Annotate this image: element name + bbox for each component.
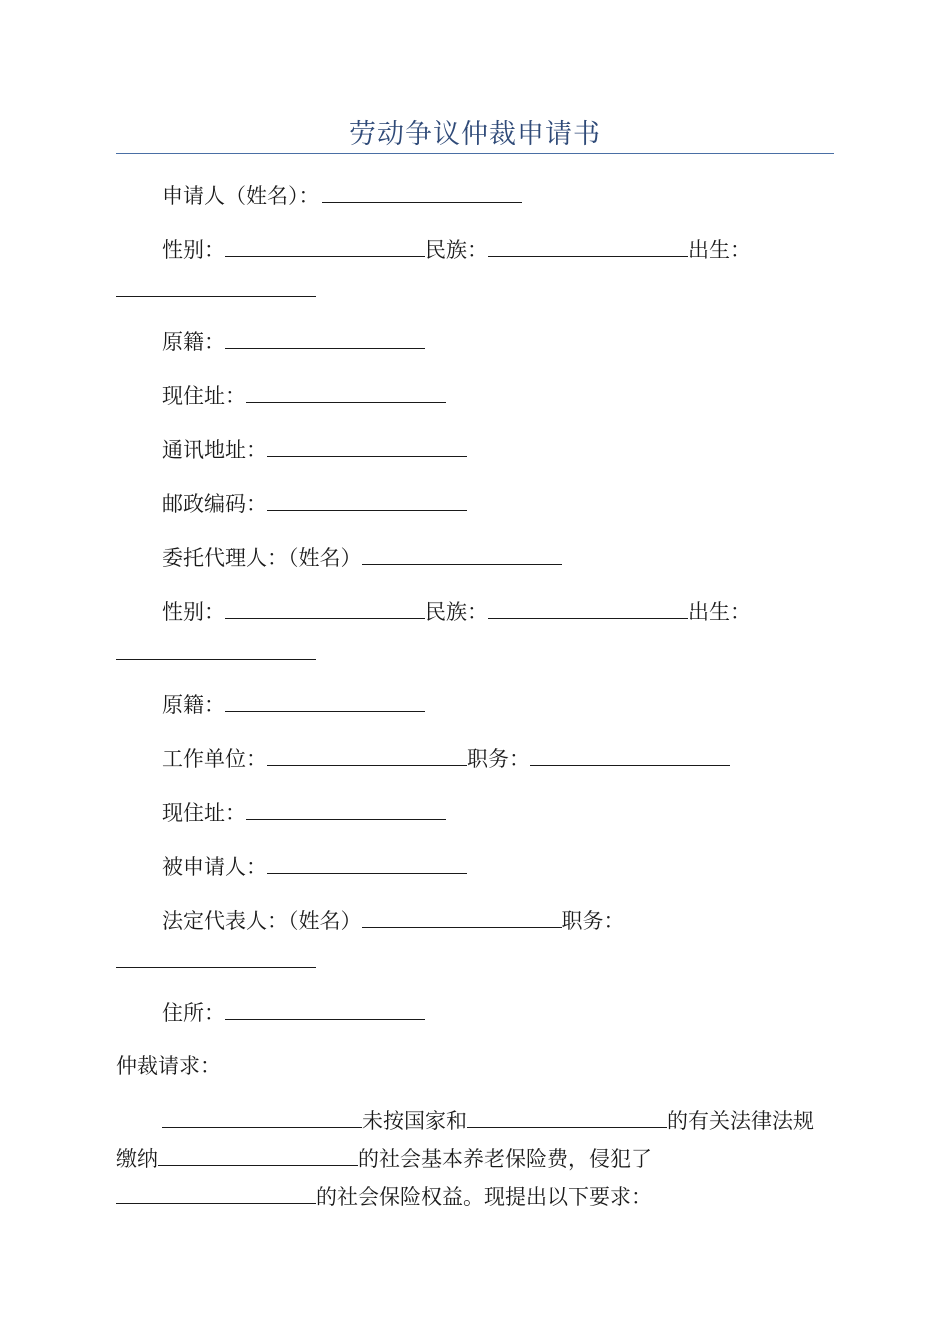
applicant-ethnicity-field[interactable] bbox=[488, 234, 688, 257]
applicant-postcode-field[interactable] bbox=[267, 488, 467, 511]
applicant-origin-row bbox=[162, 326, 425, 357]
applicant-birth-label: 出生： bbox=[688, 238, 751, 262]
agent-address-field[interactable] bbox=[246, 797, 446, 820]
agent-ethnicity-field[interactable] bbox=[488, 596, 688, 619]
respondent-position-field[interactable] bbox=[116, 967, 316, 968]
applicant-origin-label: 原籍： bbox=[162, 330, 225, 354]
agent-gender-field[interactable] bbox=[225, 596, 425, 619]
agent-name-label: 委托代理人：（姓名） bbox=[162, 546, 362, 570]
claims-text-1b: 的有关法律法规 bbox=[667, 1109, 814, 1133]
claims-heading: 仲裁请求： bbox=[116, 1054, 221, 1078]
agent-birth-label: 出生： bbox=[688, 600, 751, 624]
claims-paragraph-line-1 bbox=[162, 1105, 814, 1136]
document-title: 劳动争议仲裁申请书 bbox=[349, 119, 601, 150]
agent-name-field[interactable] bbox=[362, 542, 562, 565]
claims-person-field[interactable] bbox=[158, 1143, 358, 1166]
applicant-address-field[interactable] bbox=[246, 380, 446, 403]
agent-employer-label: 工作单位： bbox=[162, 747, 267, 771]
claims-employer-field[interactable] bbox=[162, 1105, 362, 1128]
applicant-ethnicity-label: 民族： bbox=[425, 238, 488, 262]
applicant-mailing-row bbox=[162, 434, 467, 465]
agent-gender-label: 性别： bbox=[162, 600, 225, 624]
respondent-residence-field[interactable] bbox=[225, 997, 425, 1020]
agent-name-row bbox=[162, 542, 562, 573]
respondent-legal-rep-label: 法定代表人：（姓名） bbox=[162, 909, 362, 933]
claims-text-2b: 的社会基本养老保险费，侵犯了 bbox=[358, 1147, 652, 1171]
agent-gender-row bbox=[162, 596, 751, 627]
claims-region-field[interactable] bbox=[467, 1105, 667, 1128]
respondent-legal-rep-field[interactable] bbox=[362, 905, 562, 928]
agent-origin-row bbox=[162, 689, 425, 720]
agent-address-label: 现住址： bbox=[162, 801, 246, 825]
applicant-address-label: 现住址： bbox=[162, 384, 246, 408]
agent-ethnicity-label: 民族： bbox=[425, 600, 488, 624]
agent-position-label: 职务： bbox=[467, 747, 530, 771]
applicant-gender-label: 性别： bbox=[162, 238, 225, 262]
agent-birth-field[interactable] bbox=[116, 659, 316, 660]
claims-victim-field[interactable] bbox=[116, 1181, 316, 1204]
applicant-birth-field[interactable] bbox=[116, 296, 316, 297]
claims-text-3a: 的社会保险权益。现提出以下要求： bbox=[316, 1185, 652, 1209]
applicant-postcode-row bbox=[162, 488, 467, 519]
respondent-residence-label: 住所： bbox=[162, 1001, 225, 1025]
applicant-gender-field[interactable] bbox=[225, 234, 425, 257]
applicant-name-label: 申请人（姓名）： bbox=[162, 184, 320, 208]
agent-origin-field[interactable] bbox=[225, 689, 425, 712]
respondent-residence-row bbox=[162, 997, 425, 1028]
applicant-address-row bbox=[162, 380, 446, 411]
respondent-name-field[interactable] bbox=[267, 851, 467, 874]
agent-position-field[interactable] bbox=[530, 743, 730, 766]
claims-paragraph-line-2 bbox=[116, 1143, 652, 1174]
applicant-mailing-label: 通讯地址： bbox=[162, 438, 267, 462]
claims-text-2a: 缴纳 bbox=[116, 1147, 158, 1171]
agent-employer-field[interactable] bbox=[267, 743, 467, 766]
respondent-position-label: 职务： bbox=[561, 909, 625, 933]
applicant-name-row bbox=[162, 180, 522, 211]
respondent-name-row bbox=[162, 851, 467, 882]
agent-origin-label: 原籍： bbox=[162, 693, 225, 717]
applicant-mailing-field[interactable] bbox=[267, 434, 467, 457]
claims-text-1a: 未按国家和 bbox=[362, 1109, 467, 1133]
applicant-origin-field[interactable] bbox=[225, 326, 425, 349]
respondent-legal-rep-row bbox=[162, 905, 625, 936]
applicant-name-field[interactable] bbox=[322, 180, 522, 203]
title-divider bbox=[116, 153, 834, 154]
respondent-name-label: 被申请人： bbox=[162, 855, 267, 879]
applicant-postcode-label: 邮政编码： bbox=[162, 492, 267, 516]
agent-employer-row bbox=[162, 743, 730, 774]
agent-address-row bbox=[162, 797, 446, 828]
claims-paragraph-line-3 bbox=[116, 1181, 652, 1212]
applicant-gender-row bbox=[162, 234, 751, 265]
